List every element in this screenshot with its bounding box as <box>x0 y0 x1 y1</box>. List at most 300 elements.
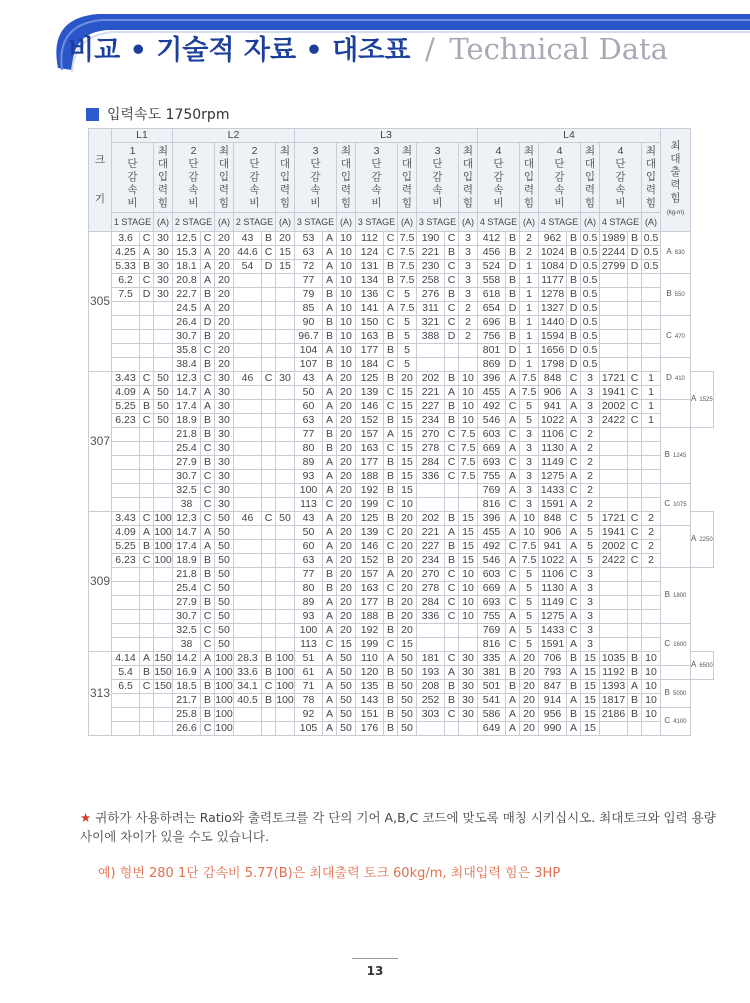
data-cell: 28.3 <box>234 652 262 666</box>
data-cell: 5 <box>520 638 539 652</box>
data-cell: 30 <box>154 260 173 274</box>
data-cell: C <box>201 470 215 484</box>
data-cell: 38 <box>173 638 201 652</box>
max-output-cell <box>661 680 691 708</box>
data-cell: A <box>201 540 215 554</box>
data-cell: 202 <box>417 512 445 526</box>
data-cell: 193 <box>417 666 445 680</box>
data-cell: 30 <box>459 708 478 722</box>
data-cell: C <box>628 540 642 554</box>
data-cell: B <box>628 694 642 708</box>
code-label-2: (A) <box>215 213 234 232</box>
data-cell: C <box>445 428 459 442</box>
data-cell <box>642 610 661 624</box>
data-cell: 10 <box>642 652 661 666</box>
group-l1: L1 <box>112 129 173 143</box>
output-value: 1800 <box>672 593 687 599</box>
output-code: A <box>691 660 697 669</box>
data-cell: B <box>140 540 154 554</box>
data-cell: B <box>262 666 276 680</box>
data-cell: C <box>262 680 276 694</box>
data-cell <box>262 554 276 568</box>
data-cell: C <box>628 372 642 386</box>
data-cell: 962 <box>539 232 567 246</box>
data-cell: 693 <box>478 596 506 610</box>
max-output-cell <box>661 708 691 736</box>
table-row <box>89 638 714 652</box>
data-cell: 769 <box>478 484 506 498</box>
data-cell: C <box>567 624 581 638</box>
data-cell: 177 <box>356 344 384 358</box>
data-cell <box>276 708 295 722</box>
data-cell: 1106 <box>539 568 567 582</box>
data-cell: 10 <box>459 610 478 624</box>
data-cell: 139 <box>356 526 384 540</box>
data-cell <box>154 316 173 330</box>
data-cell: C <box>201 484 215 498</box>
data-cell: B <box>506 666 520 680</box>
data-cell: 1022 <box>539 414 567 428</box>
page-rule <box>352 958 398 959</box>
data-cell: 649 <box>478 722 506 736</box>
data-cell <box>154 428 173 442</box>
data-cell: A <box>506 372 520 386</box>
data-cell: 20 <box>520 666 539 680</box>
data-cell <box>234 596 262 610</box>
data-cell: 1084 <box>539 260 567 274</box>
page-title <box>68 28 668 67</box>
data-cell: 5 <box>398 358 417 372</box>
data-cell: 1817 <box>600 694 628 708</box>
data-cell: 0.5 <box>642 246 661 260</box>
data-cell: B <box>567 274 581 288</box>
data-cell: 50 <box>154 414 173 428</box>
data-cell <box>112 694 140 708</box>
data-cell: 2 <box>642 554 661 568</box>
data-cell: 113 <box>295 498 323 512</box>
data-cell: C <box>384 638 398 652</box>
data-cell: 21.8 <box>173 428 201 442</box>
data-cell <box>112 568 140 582</box>
data-cell <box>642 330 661 344</box>
data-cell: 3 <box>459 260 478 274</box>
data-cell: 43 <box>234 232 262 246</box>
data-cell: D <box>567 358 581 372</box>
data-cell: 20.8 <box>173 274 201 288</box>
data-cell: 141 <box>356 302 384 316</box>
stage-label-4: 3 STAGE <box>295 213 337 232</box>
data-cell: 2 <box>581 442 600 456</box>
data-cell: 1022 <box>539 554 567 568</box>
data-cell: 125 <box>356 372 384 386</box>
data-cell: 492 <box>478 540 506 554</box>
data-cell: B <box>323 428 337 442</box>
data-cell: 20 <box>337 596 356 610</box>
data-cell: 50 <box>276 512 295 526</box>
data-cell: 15 <box>459 540 478 554</box>
max-output-cell <box>691 652 714 680</box>
code-label-1: (A) <box>154 213 173 232</box>
data-cell: 14.7 <box>173 386 201 400</box>
data-cell: 27.9 <box>173 596 201 610</box>
data-cell: 30 <box>154 274 173 288</box>
data-cell: 7.5 <box>520 372 539 386</box>
data-cell: A <box>323 456 337 470</box>
data-cell: D <box>506 260 520 274</box>
data-cell: A <box>323 484 337 498</box>
data-cell <box>234 442 262 456</box>
data-cell: 181 <box>417 652 445 666</box>
data-cell <box>154 694 173 708</box>
data-cell <box>276 456 295 470</box>
section-heading <box>86 104 229 124</box>
data-cell: 30 <box>215 386 234 400</box>
data-cell: A <box>384 652 398 666</box>
data-cell: 20 <box>520 652 539 666</box>
data-cell: 46 <box>234 372 262 386</box>
data-cell: 311 <box>417 302 445 316</box>
data-cell <box>459 722 478 736</box>
data-cell <box>140 596 154 610</box>
data-cell: 20 <box>337 442 356 456</box>
data-cell: C <box>628 414 642 428</box>
stage-label-3: 2 STAGE <box>234 213 276 232</box>
data-cell: B <box>445 680 459 694</box>
data-cell: 150 <box>154 666 172 678</box>
data-cell: 32.5 <box>173 484 201 498</box>
data-cell <box>234 330 262 344</box>
table-row <box>89 274 714 288</box>
data-cell: 15 <box>398 456 417 470</box>
data-cell: 618 <box>478 288 506 302</box>
data-cell <box>112 638 140 652</box>
data-cell <box>642 344 661 358</box>
data-cell: 20 <box>215 260 234 274</box>
data-cell <box>600 358 628 372</box>
ratio-header-4: 3 단 감 속 비 <box>295 143 337 213</box>
data-cell: C <box>567 456 581 470</box>
data-cell <box>276 624 295 638</box>
data-cell: 112 <box>356 232 384 246</box>
data-cell: 7.5 <box>398 302 417 316</box>
max-output-cell <box>661 568 691 624</box>
data-cell: 15 <box>398 386 417 400</box>
data-cell: 188 <box>356 470 384 484</box>
data-cell: B <box>567 330 581 344</box>
data-cell: B <box>384 596 398 610</box>
data-cell <box>262 414 276 428</box>
data-cell: 34.1 <box>234 680 262 694</box>
data-cell: 693 <box>478 456 506 470</box>
data-cell: 2 <box>642 512 661 526</box>
data-cell: C <box>201 344 215 358</box>
data-cell: 6.2 <box>112 274 140 288</box>
data-cell: 20 <box>398 568 417 582</box>
data-cell: 20 <box>398 554 417 568</box>
data-cell: 816 <box>478 498 506 512</box>
data-cell <box>628 428 642 442</box>
data-cell: D <box>201 316 215 330</box>
data-cell: 10 <box>337 302 356 316</box>
data-cell: 1433 <box>539 624 567 638</box>
data-cell: 5.33 <box>112 260 140 274</box>
data-cell <box>600 596 628 610</box>
data-cell: 0.5 <box>581 232 600 246</box>
data-cell: A <box>506 582 520 596</box>
data-cell: 7.5 <box>520 554 539 568</box>
data-cell: 15 <box>581 708 600 722</box>
data-cell: 270 <box>417 428 445 442</box>
data-cell: B <box>506 680 520 694</box>
data-cell: C <box>445 316 459 330</box>
data-cell: 50 <box>337 652 356 666</box>
max-input-header-3: 최 대 입 력 힘 <box>276 143 295 213</box>
data-cell: 2 <box>520 232 539 246</box>
data-cell: 2 <box>581 428 600 442</box>
data-cell: B <box>506 274 520 288</box>
data-cell <box>600 302 628 316</box>
data-cell: B <box>201 288 215 302</box>
data-cell: A <box>506 414 520 428</box>
data-cell <box>154 470 173 484</box>
data-cell: 3 <box>459 246 478 260</box>
table-row <box>89 540 714 554</box>
data-cell <box>154 484 173 498</box>
data-cell: B <box>201 554 215 568</box>
code-label-3: (A) <box>276 213 295 232</box>
data-cell: 2 <box>581 470 600 484</box>
data-cell <box>628 582 642 596</box>
data-cell: A <box>201 652 215 666</box>
data-cell: 20 <box>520 722 539 736</box>
data-cell: 2 <box>642 540 661 554</box>
output-code: B <box>664 450 670 459</box>
data-cell: 40.5 <box>234 694 262 708</box>
data-cell: C <box>384 498 398 512</box>
data-cell <box>154 610 173 624</box>
data-cell: 15 <box>459 554 478 568</box>
data-cell: 20 <box>398 372 417 386</box>
data-cell <box>600 624 628 638</box>
stage-label-7: 4 STAGE <box>478 213 520 232</box>
data-cell: 558 <box>478 274 506 288</box>
table-row <box>89 456 714 470</box>
data-cell: C <box>201 582 215 596</box>
data-cell <box>445 344 459 358</box>
data-cell <box>234 624 262 638</box>
data-cell: 30.7 <box>173 330 201 344</box>
max-output-cell <box>691 512 714 568</box>
data-cell: 202 <box>417 372 445 386</box>
data-cell: 110 <box>356 652 384 666</box>
data-cell <box>262 442 276 456</box>
data-cell: 100 <box>154 554 172 566</box>
data-cell: A <box>506 610 520 624</box>
data-cell <box>445 624 459 638</box>
data-cell <box>234 414 262 428</box>
data-cell <box>459 638 478 652</box>
data-cell: 96.7 <box>295 330 323 344</box>
table-row <box>89 344 714 358</box>
data-cell: 1149 <box>539 596 567 610</box>
data-cell: A <box>506 442 520 456</box>
data-cell: 32.5 <box>173 624 201 638</box>
data-cell: B <box>201 456 215 470</box>
data-cell <box>600 316 628 330</box>
data-cell: 284 <box>417 456 445 470</box>
data-cell: 72 <box>295 260 323 274</box>
data-cell: 15 <box>398 400 417 414</box>
data-cell: 50 <box>215 610 234 624</box>
data-cell: 60 <box>295 400 323 414</box>
data-cell: C <box>384 358 398 372</box>
data-cell: B <box>506 232 520 246</box>
data-cell: 816 <box>478 638 506 652</box>
data-cell: 1721 <box>600 512 628 526</box>
data-cell: C <box>628 400 642 414</box>
data-cell: C <box>384 526 398 540</box>
data-cell: 150 <box>154 680 172 692</box>
data-cell <box>154 358 173 372</box>
data-cell <box>154 582 173 596</box>
table-row <box>89 372 714 386</box>
data-cell <box>628 498 642 512</box>
data-cell <box>276 568 295 582</box>
data-cell: A <box>445 526 459 540</box>
data-cell <box>262 540 276 554</box>
data-cell: C <box>628 386 642 400</box>
data-cell: 50 <box>154 400 173 414</box>
data-cell: 15 <box>581 680 600 694</box>
data-cell: 2244 <box>600 246 628 260</box>
data-cell: 15 <box>398 470 417 484</box>
data-cell <box>234 470 262 484</box>
data-cell: A <box>567 386 581 400</box>
data-cell <box>154 330 173 344</box>
data-cell: 654 <box>478 302 506 316</box>
data-cell: 105 <box>295 722 323 736</box>
data-cell <box>140 484 154 498</box>
data-cell: 1177 <box>539 274 567 288</box>
data-cell: 10 <box>337 344 356 358</box>
data-cell: 0.5 <box>581 316 600 330</box>
data-cell: C <box>445 568 459 582</box>
data-cell: 1 <box>520 288 539 302</box>
data-cell: C <box>567 512 581 526</box>
data-cell: 10 <box>459 386 478 400</box>
data-cell: 3.43 <box>112 372 140 386</box>
data-cell: 906 <box>539 386 567 400</box>
data-cell <box>276 596 295 610</box>
data-cell: 7.5 <box>459 456 478 470</box>
data-cell: 20 <box>215 288 234 302</box>
data-cell <box>276 400 295 414</box>
data-cell: 0.5 <box>581 302 600 316</box>
data-cell: 0.5 <box>642 260 661 274</box>
data-cell: C <box>384 400 398 414</box>
data-cell: A <box>140 652 154 666</box>
data-cell: A <box>140 386 154 400</box>
data-cell <box>234 302 262 316</box>
data-cell: A <box>201 274 215 288</box>
data-cell: 2 <box>459 330 478 344</box>
data-cell: 30 <box>276 372 295 386</box>
data-cell: 2 <box>642 526 661 540</box>
max-input-header-7: 최 대 입 력 힘 <box>520 143 539 213</box>
data-cell <box>628 456 642 470</box>
data-cell: 3 <box>459 288 478 302</box>
output-value: 1525 <box>699 397 713 403</box>
data-cell: B <box>384 484 398 498</box>
data-cell <box>276 344 295 358</box>
table-row <box>89 680 714 694</box>
data-cell: 20 <box>337 456 356 470</box>
data-cell: B <box>628 708 642 722</box>
data-cell: 546 <box>478 554 506 568</box>
data-cell <box>112 470 140 484</box>
data-cell: 50 <box>215 526 234 540</box>
data-cell: A <box>567 400 581 414</box>
data-cell: C <box>384 232 398 246</box>
data-cell <box>600 442 628 456</box>
data-cell: 20 <box>337 400 356 414</box>
ratio-header-9: 4 단 감 속 비 <box>600 143 642 213</box>
data-cell <box>154 624 173 638</box>
data-cell: 2186 <box>600 708 628 722</box>
data-cell <box>642 582 661 596</box>
data-cell <box>417 722 445 736</box>
footnote-text: 귀하가 사용하려는 Ratio와 출력토크를 각 단의 기어 A,B,C 코드에 맞도록 매칭 시키십시오. 최대토크와 입력 용량 사이에 차이가 있을 수도 있습니다. <box>80 810 716 844</box>
data-cell: 221 <box>417 526 445 540</box>
data-cell <box>276 288 295 302</box>
ratio-header-7: 4 단 감 속 비 <box>478 143 520 213</box>
data-cell <box>112 442 140 456</box>
data-cell <box>642 470 661 484</box>
data-cell: 50 <box>215 512 234 526</box>
data-cell <box>262 330 276 344</box>
data-cell: 541 <box>478 694 506 708</box>
data-cell: 278 <box>417 582 445 596</box>
data-cell: 848 <box>539 372 567 386</box>
data-cell: C <box>506 428 520 442</box>
data-cell: 7.5 <box>520 540 539 554</box>
data-cell: 163 <box>356 330 384 344</box>
data-cell: 22.7 <box>173 288 201 302</box>
data-cell: D <box>506 302 520 316</box>
data-cell: 25.8 <box>173 708 201 722</box>
data-cell: 190 <box>417 232 445 246</box>
data-cell: B <box>384 666 398 680</box>
data-cell <box>140 708 154 722</box>
data-cell <box>154 568 173 582</box>
max-input-header-4: 최 대 입 력 힘 <box>337 143 356 213</box>
data-cell: A <box>567 414 581 428</box>
data-cell: 93 <box>295 470 323 484</box>
data-cell <box>112 456 140 470</box>
data-cell: 135 <box>356 680 384 694</box>
data-cell: 1 <box>520 358 539 372</box>
data-cell: 669 <box>478 582 506 596</box>
data-cell: 10 <box>642 680 661 694</box>
data-cell: 15 <box>276 246 295 260</box>
data-cell: 492 <box>478 400 506 414</box>
data-cell: D <box>628 246 642 260</box>
data-cell: A <box>506 694 520 708</box>
data-cell: 38.4 <box>173 358 201 372</box>
data-cell: 30 <box>215 428 234 442</box>
data-cell: 50 <box>215 638 234 652</box>
data-cell: 163 <box>356 442 384 456</box>
